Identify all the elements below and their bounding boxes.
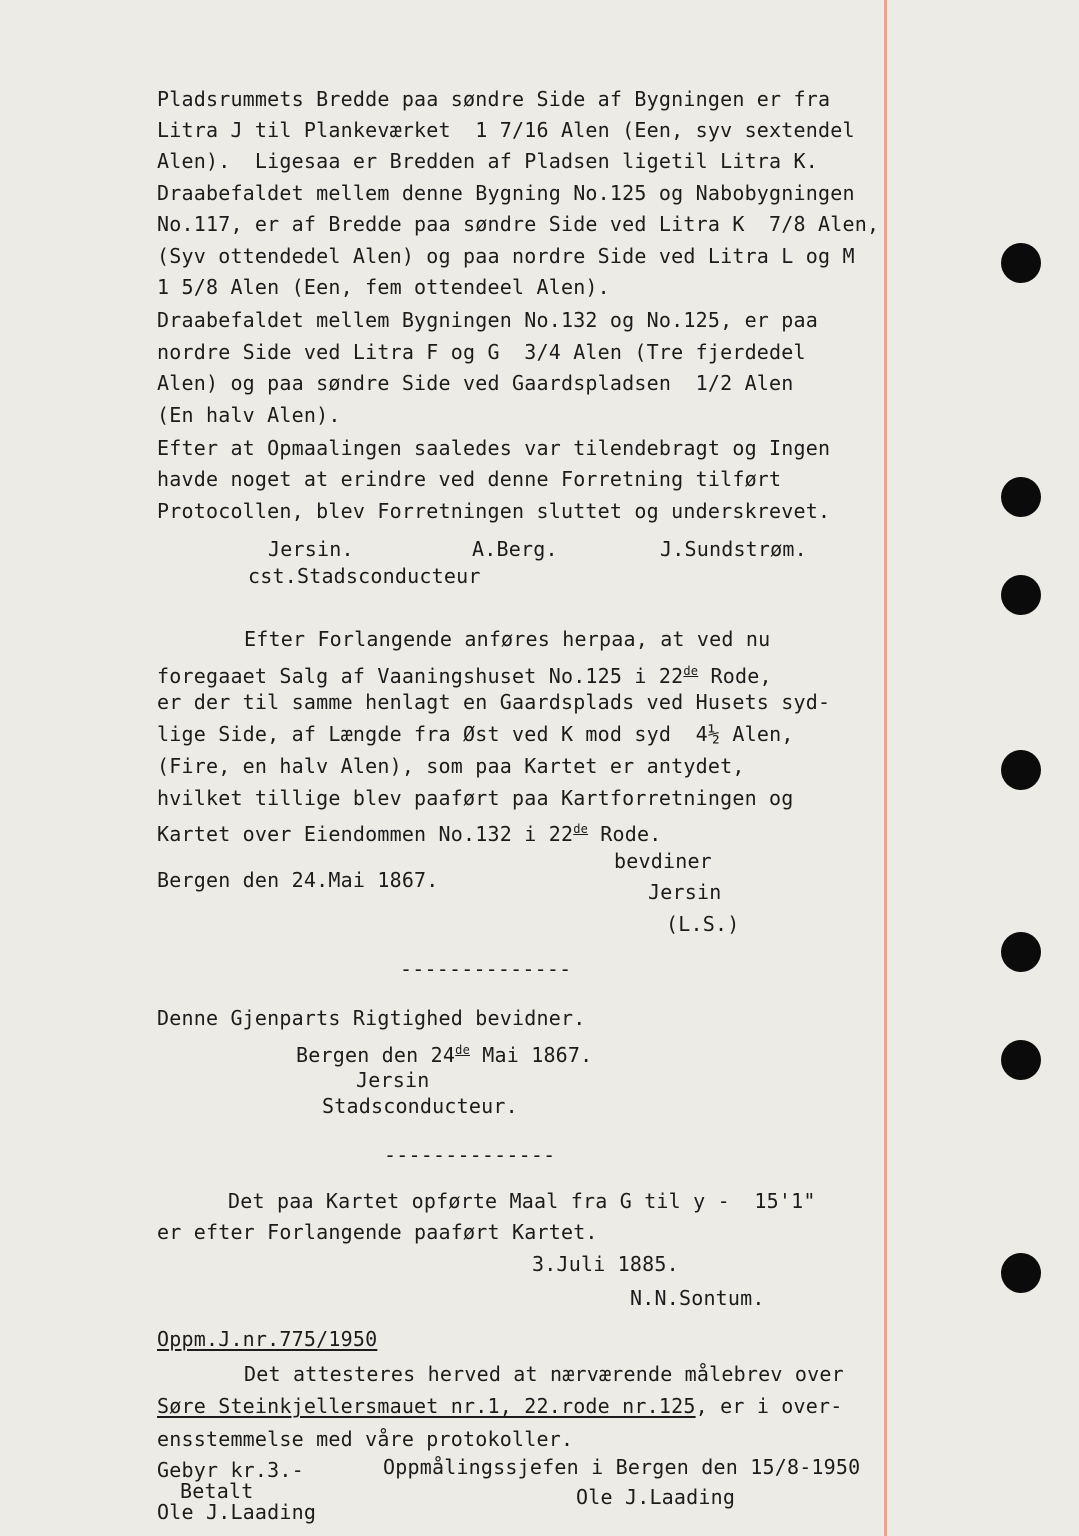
text-line: (Syv ottendedel Alen) og paa nordre Side ved Litra L og M — [157, 244, 855, 268]
place-date: Bergen den 24.Mai 1867. — [157, 868, 439, 892]
paid-by: Ole J.Laading — [157, 1500, 317, 1524]
punch-hole — [1001, 243, 1041, 283]
text-line — [296, 1038, 592, 1067]
text-segment: , er i over- — [695, 1394, 843, 1418]
text-line: nordre Side ved Litra F og G 3/4 Alen (Tre fjerdedel — [157, 340, 806, 364]
text-line: er der til samme henlagt en Gaardsplads ved Husets syd- — [157, 690, 831, 714]
paid-label: Betalt — [180, 1479, 254, 1503]
punch-hole — [1001, 750, 1041, 790]
text-segment: foregaaet Salg af Vaaningshuset No.125 i 22 — [157, 664, 684, 688]
signed-place: Oppmålingssjefen i Bergen den 15/8-1950 — [383, 1455, 861, 1479]
text-line: Det paa Kartet opførte Maal fra G til y - 15'1" — [228, 1189, 816, 1213]
text-segment: Rode. — [588, 822, 662, 846]
punch-hole — [1001, 1040, 1041, 1080]
punch-hole — [1001, 575, 1041, 615]
fee-label: Gebyr kr.3.- — [157, 1458, 304, 1482]
signature-name: A.Berg. — [472, 537, 558, 561]
text-segment: Rode, — [698, 664, 772, 688]
text-line: (En halv Alen). — [157, 403, 341, 427]
margin-rule — [884, 0, 887, 1536]
date: 3.Juli 1885. — [532, 1252, 679, 1276]
text-line: Efter Forlangende anføres herpaa, at ved nu — [244, 627, 771, 651]
property-address: Søre Steinkjellersmauet nr.1, 22.rode nr.125 — [157, 1394, 696, 1418]
text-segment: Alen, — [720, 722, 794, 746]
text-line — [157, 817, 662, 846]
text-line: (Fire, en halv Alen), som paa Kartet er antydet, — [157, 754, 745, 778]
signature-name: Jersin — [648, 880, 722, 904]
signature-title: Stadsconducteur. — [322, 1094, 518, 1118]
text-line: Efter at Opmaalingen saaledes var tilendebragt og Ingen — [157, 436, 831, 460]
text-segment: Bergen den 24 — [296, 1043, 456, 1067]
signature-name: Jersin — [356, 1068, 430, 1092]
text-line — [157, 659, 772, 688]
text-line: Pladsrummets Bredde paa søndre Side af Bygningen er fra — [157, 87, 831, 111]
text-line: 1 5/8 Alen (Een, fem ottendeel Alen). — [157, 275, 610, 299]
text-line: No.117, er af Bredde paa søndre Side ved Litra K 7/8 Alen, — [157, 212, 880, 236]
ordinal-suffix: de — [455, 1043, 470, 1057]
seal-mark: (L.S.) — [666, 912, 740, 936]
separator: -------------- — [400, 957, 572, 981]
signature-name: N.N.Sontum. — [630, 1286, 765, 1310]
text-line: Litra J til Plankeværket 1 7/16 Alen (Een, syv sextendel — [157, 118, 855, 142]
signature-title: cst.Stadsconducteur — [248, 564, 481, 588]
text-line: Alen) og paa søndre Side ved Gaardspladsen 1/2 Alen — [157, 371, 794, 395]
text-line: Denne Gjenparts Rigtighed bevidner. — [157, 1006, 586, 1030]
text-line: hvilket tillige blev paaført paa Kartforretningen og — [157, 786, 794, 810]
text-line: havde noget at erindre ved denne Forretning tilført — [157, 467, 782, 491]
text-line — [157, 1394, 843, 1418]
fraction: ½ — [707, 722, 721, 746]
ordinal-suffix: de — [683, 664, 699, 678]
text-line — [157, 722, 794, 746]
punch-hole — [1001, 1253, 1041, 1293]
text-segment: lige Side, af Længde fra Øst ved K mod syd 4 — [157, 722, 708, 746]
text-line: Alen). Ligesaa er Bredden af Pladsen ligetil Litra K. — [157, 149, 819, 173]
text-segment: Kartet over Eiendommen No.132 i 22 — [157, 822, 574, 846]
text-segment: Mai 1867. — [470, 1043, 593, 1067]
signature-name: Jersin. — [268, 537, 354, 561]
punch-hole — [1001, 932, 1041, 972]
signature-name: J.Sundstrøm. — [660, 537, 807, 561]
separator: -------------- — [384, 1143, 556, 1167]
text-line: Protocollen, blev Forretningen sluttet og underskrevet. — [157, 499, 831, 523]
signature-name: Ole J.Laading — [576, 1485, 736, 1509]
text-line: Draabefaldet mellem Bygningen No.132 og No.125, er paa — [157, 308, 819, 332]
ordinal-suffix: de — [573, 822, 589, 836]
text-line: ensstemmelse med våre protokoller. — [157, 1427, 574, 1451]
reference-number: Oppm.J.nr.775/1950 — [157, 1327, 378, 1351]
punch-hole — [1001, 477, 1041, 517]
text-line: Det attesteres herved at nærværende målebrev over — [244, 1362, 844, 1386]
text-line: Draabefaldet mellem denne Bygning No.125 og Nabobygningen — [157, 181, 855, 205]
signature-label: bevdiner — [614, 849, 712, 873]
text-line: er efter Forlangende paaført Kartet. — [157, 1220, 598, 1244]
